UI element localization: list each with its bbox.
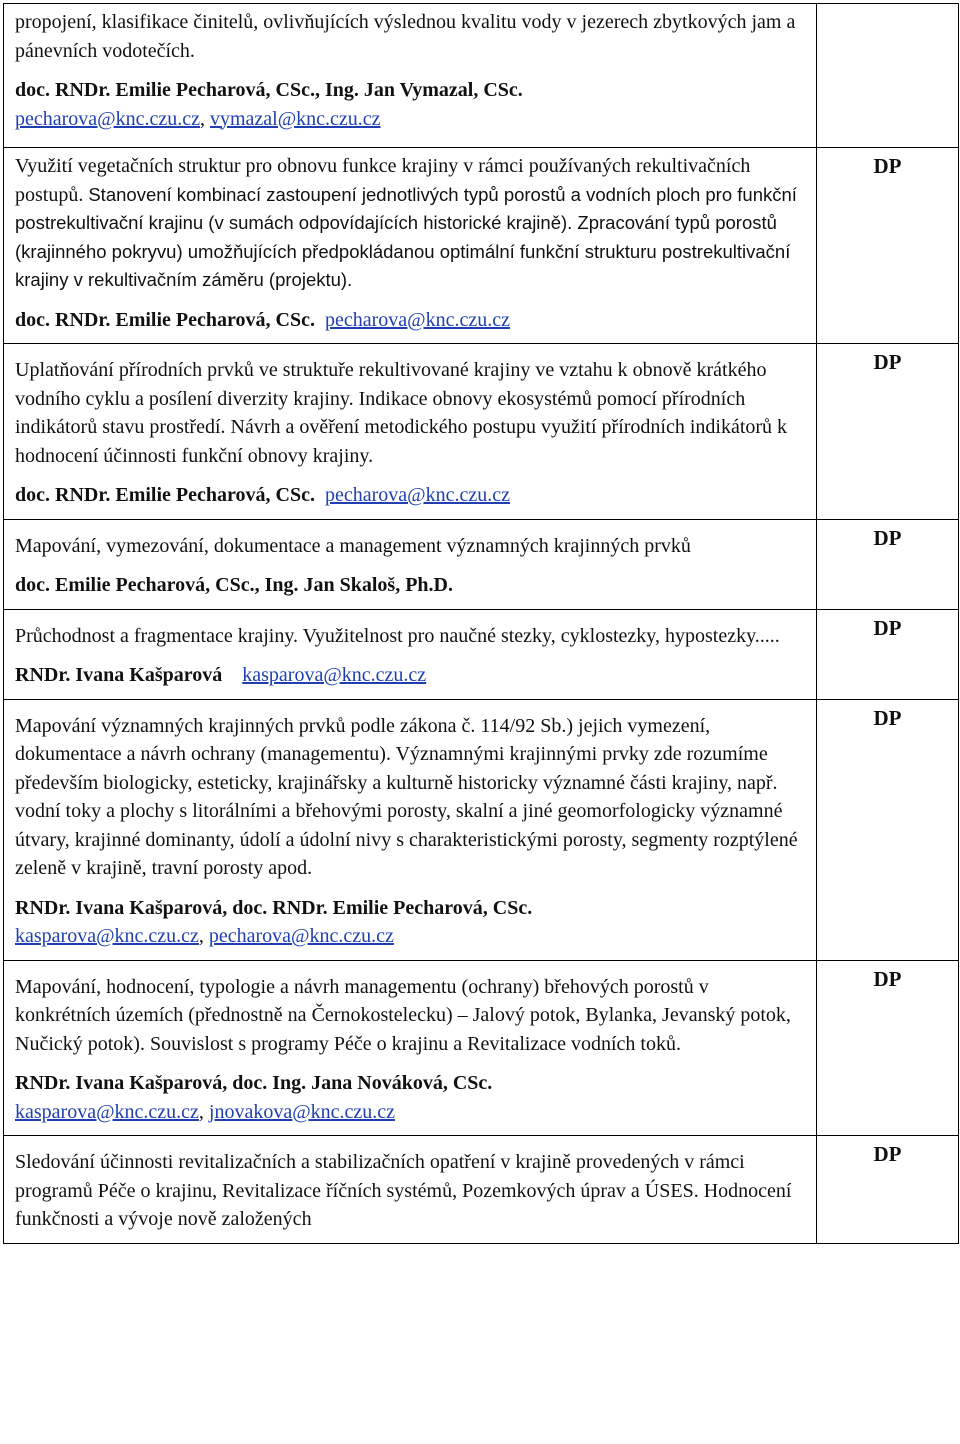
thesis-type-label: DP [873,525,902,550]
supervisor-names: doc. RNDr. Emilie Pecharová, CSc. [15,484,315,506]
topic-cell [4,148,817,344]
supervisors: RNDr. Ivana Kašparová, doc. Ing. Jana Nováková, CSc. [15,1072,493,1094]
supervisors: doc. RNDr. Emilie Pecharová, CSc., Ing. Jan Vymazal, CSc. [15,79,523,101]
supervisor-names: RNDr. Ivana Kašparová [15,664,223,686]
thesis-type-label: DP [873,154,902,178]
topic-description: Mapování významných krajinných prvků podle zákona č. 114/92 Sb.) jejich vymezení, dokumentace a návrh ochrany (managementu). Významnými krajinnými prvky zde rozumíme především biologicky, esteticky, krajinářsky a kulturně historicky významné části krajiny, např. vodní toky a plochy s litorálními a břehovými porosty, skalní a jiné geomorfologicky významné útvary, krajinné dominanty, údolí a údolní nivy s charakteristickými porosty, segmenty rozptýlené zeleně v krajině, travní porosty apod. [15,714,798,879]
table-row [4,344,959,520]
type-cell [817,519,959,609]
email-link[interactable]: pecharova@knc.czu.cz [324,484,510,506]
email-link[interactable]: kasparova@knc.czu.cz [15,1100,199,1123]
email-link[interactable]: vymazal@knc.czu.cz [209,107,381,130]
table-row [4,1136,959,1244]
supervisor-names: doc. RNDr. Emilie Pecharová, CSc. [15,308,315,331]
topic-description: Uplatňování přírodních prvků ve struktuře rekultivované krajiny ve vztahu k obnově krátkého vodního cyklu a posílení diverzity krajiny. Indikace obnovy ekosystémů pomocí přírodních indikátorů stavu prostředí. Návrh a ověření metodického postupu využití přírodních indikátorů k hodnocení účinnosti funkční obnovy krajiny. [15,359,788,467]
topic-description: propojení, klasifikace činitelů, ovlivňujících výslednou kvalitu vody v jezerech zbytkových jam a pánevních vodotečích. [15,11,796,62]
email-link[interactable]: pecharova@knc.czu.cz [324,308,510,331]
topic-cell [4,1136,817,1244]
email-link[interactable]: pecharova@knc.czu.cz [15,107,200,130]
type-cell [817,4,959,148]
type-cell [817,960,959,1136]
email-separator: , [199,107,210,130]
table-row [4,960,959,1136]
type-cell [817,148,959,344]
type-cell [817,699,959,960]
topic-cell [4,519,817,609]
email-link[interactable]: pecharova@knc.czu.cz [208,925,394,947]
table-row [4,4,959,148]
thesis-type-label: DP [873,1142,902,1166]
email-line [15,105,806,134]
thesis-topics-table [3,3,959,1244]
supervisors [15,306,806,335]
topic-description: Mapování, vymezování, dokumentace a management významných krajinných prvků [15,534,691,557]
table-row [4,699,959,960]
topic-description: Mapování, hodnocení, typologie a návrh managementu (ochrany) břehových porostů v konkrétních územích (přednostně na Černokostelecku) – Jalový potok, Bylanka, Jevanský potok, Nučický potok). Souvislost s programy Péče o krajinu a Revitalizace vodních toků. [15,975,791,1055]
supervisors [15,661,806,690]
table-row [4,519,959,609]
topic-cell [4,960,817,1136]
topic-description: Průchodnost a fragmentace krajiny. Využitelnost pro naučné stezky, cyklostezky, hypostezky..... [15,624,780,647]
topic-description: Sledování účinnosti revitalizačních a stabilizačních opatření v krajině provedených v rámci programů Péče o krajinu, Revitalizace říčních systémů, Pozemkových úprav a ÚSES. Hodnocení funkčnosti a vývoje nově založených [15,1151,792,1230]
email-link[interactable]: jnovakova@knc.czu.cz [208,1100,396,1123]
email-link[interactable]: kasparova@knc.czu.cz [242,664,427,686]
email-link[interactable]: kasparova@knc.czu.cz [15,925,199,947]
topic-description [15,152,806,295]
document-page [3,3,959,1244]
thesis-type-label: DP [873,350,902,374]
topic-cell [4,699,817,960]
supervisors: doc. Emilie Pecharová, CSc., Ing. Jan Skaloš, Ph.D. [15,574,453,596]
email-line [15,1098,806,1127]
table-row [4,148,959,344]
email-separator: , [198,1100,209,1123]
email-separator: , [198,925,209,947]
table-row [4,609,959,699]
topic-cell [4,344,817,520]
thesis-type-label: DP [873,966,902,991]
topic-cell [4,609,817,699]
topic-cell [4,4,817,148]
supervisors: RNDr. Ivana Kašparová, doc. RNDr. Emilie Pecharová, CSc. [15,896,533,919]
type-cell [817,609,959,699]
topic-title: Využití vegetačních struktur pro obnovu funkce krajiny v rámci používaných rekultivačních postupů. [15,155,751,206]
supervisors [15,481,806,510]
email-line [15,922,806,951]
topic-detail: Stanovení kombinací zastoupení jednotlivých typů porostů a vodních ploch pro funkční postrekultivační krajinu (v sumách odpovídajících historické krajině). Zpracování typů porostů (krajinného pokryvu) umožňujících předpokládanou optimální funkční strukturu postrekultivační krajiny v rekultivačním záměru (projektu). [15,183,797,290]
thesis-type-label: DP [873,615,902,640]
type-cell [817,344,959,520]
type-cell [817,1136,959,1244]
thesis-type-label: DP [873,705,902,730]
